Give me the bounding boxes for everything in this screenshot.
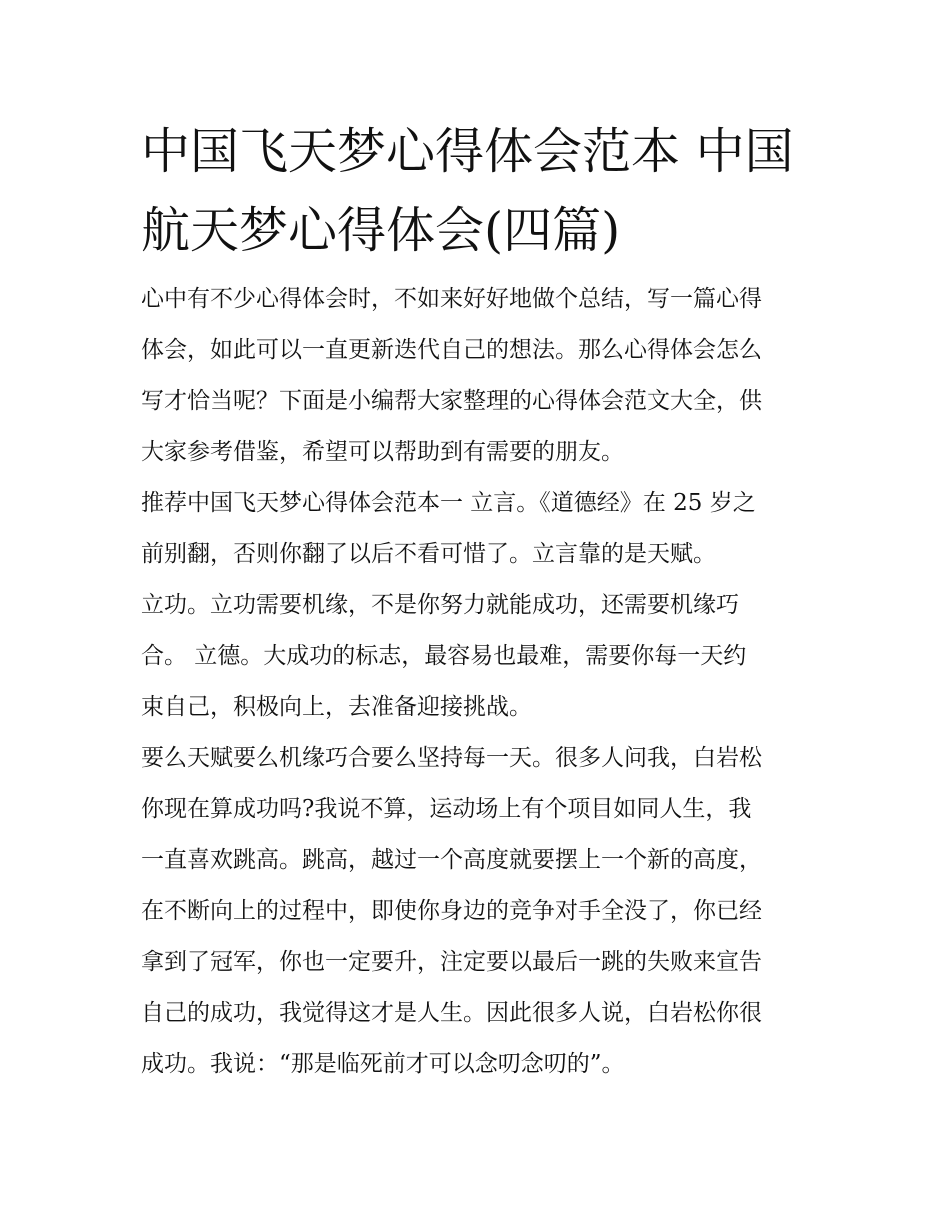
paragraph-line: 推荐中国飞天梦心得体会范本一 立言。《道德经》在 25 岁之: [141, 490, 756, 516]
paragraph-line: 一直喜欢跳高。跳高，越过一个高度就要摆上一个新的高度，: [141, 847, 762, 873]
paragraph-line: 合。 立德。大成功的标志，最容易也最难，需要你每一天约: [141, 643, 747, 669]
title-line: 航天梦心得体会(四篇): [141, 202, 621, 259]
merit-paragraph: [141, 580, 813, 733]
paragraph-line: 你现在算成功吗?我说不算，运动场上有个项目如同人生，我: [141, 796, 752, 822]
paragraph-line: 心中有不少心得体会时，不如来好好地做个总结，写一篇心得: [141, 286, 762, 312]
paragraph-line: 写才恰当呢？下面是小编帮大家整理的心得体会范文大全，供: [141, 388, 762, 414]
paragraph-line: 成功。我说：“那是临死前才可以念叨念叨的”。: [141, 1051, 625, 1077]
intro-paragraph: [141, 274, 813, 478]
paragraph-line: 立功。立功需要机缘，不是你努力就能成功，还需要机缘巧: [141, 592, 739, 618]
paragraph-line: 大家参考借鉴，希望可以帮助到有需要的朋友。: [141, 439, 624, 465]
paragraph-line: 自己的成功，我觉得这才是人生。因此很多人说，白岩松你很: [141, 1000, 762, 1026]
paragraph-line: 要么天赋要么机缘巧合要么坚持每一天。很多人问我，白岩松: [141, 745, 762, 771]
success-paragraph: [141, 733, 813, 1090]
paragraph-line: 在不断向上的过程中，即使你身边的竞争对手全没了，你已经: [141, 898, 762, 924]
section-one-paragraph: [141, 478, 813, 580]
paragraph-line: 拿到了冠军，你也一定要升，注定要以最后一跳的失败来宣告: [141, 949, 762, 975]
document-content: [141, 112, 813, 1090]
paragraph-line: 体会，如此可以一直更新迭代自己的想法。那么心得体会怎么: [141, 337, 762, 363]
title-line: 中国飞天梦心得体会范本 中国: [141, 123, 794, 180]
paragraph-line: 前别翻，否则你翻了以后不看可惜了。立言靠的是天赋。: [141, 541, 716, 567]
paragraph-line: 束自己，积极向上，去准备迎接挑战。: [141, 694, 532, 720]
document-title: [141, 112, 813, 270]
